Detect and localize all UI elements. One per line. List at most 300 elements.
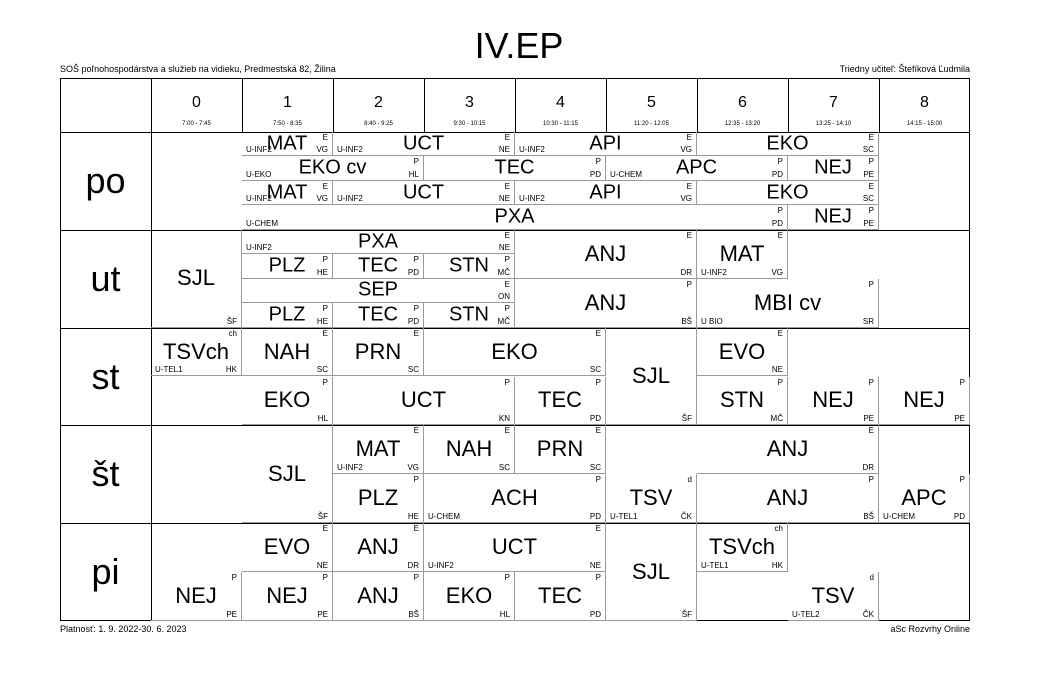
lesson-subject: ANJ — [584, 289, 627, 315]
lesson-room: U-INF2 — [428, 561, 454, 571]
grid-border-right — [969, 78, 970, 621]
lesson-subject: STN — [449, 303, 489, 326]
lesson-card[interactable] — [151, 572, 242, 621]
period-time: 9:30 - 10:15 — [453, 121, 486, 127]
lesson-subject: PRN — [536, 436, 584, 462]
lesson-teacher: PD — [771, 169, 783, 179]
lesson-room: U-TEL1 — [155, 365, 183, 375]
lesson-subject: MBI cv — [753, 289, 822, 315]
lesson-subject: TEC — [358, 254, 398, 277]
lesson-teacher: DR — [862, 463, 874, 473]
lesson-teacher: HE — [316, 316, 328, 326]
lesson-card[interactable] — [879, 377, 970, 426]
lesson-group: P — [595, 377, 601, 387]
lesson-card[interactable] — [242, 230, 515, 254]
lesson-teacher: HE — [407, 512, 419, 522]
lesson-group: E — [777, 230, 783, 240]
lesson-teacher: SR — [862, 316, 874, 326]
lesson-teacher: PE — [863, 218, 874, 228]
lesson-subject: TEC — [538, 387, 582, 413]
lesson-group: E — [868, 133, 874, 142]
lesson-teacher: NE — [498, 243, 510, 253]
lesson-teacher: HK — [225, 365, 237, 375]
lesson-teacher: PE — [863, 169, 874, 179]
period-header-1 — [242, 78, 333, 132]
lesson-group: P — [868, 279, 874, 289]
lesson-room: U-TEL1 — [701, 561, 729, 571]
school-name: SOŠ poľnohospodárstva a služieb na vidieku, Predmestská 82, Žilina — [60, 64, 336, 74]
lesson-card[interactable] — [333, 377, 515, 426]
lesson-card[interactable] — [333, 132, 515, 156]
lesson-teacher: NE — [498, 145, 510, 155]
period-number: 6 — [738, 94, 747, 111]
lesson-card[interactable] — [697, 181, 879, 205]
lesson-card[interactable] — [151, 328, 242, 377]
lesson-room: U-INF2 — [519, 194, 545, 204]
lesson-group: d — [869, 573, 874, 583]
lesson-subject: SJL — [177, 265, 215, 291]
day-label-3: št — [91, 453, 120, 495]
lesson-teacher: VG — [771, 267, 783, 277]
lesson-card[interactable] — [333, 425, 424, 474]
period-separator — [697, 78, 698, 132]
lesson-card[interactable] — [515, 132, 697, 156]
page-title: IV.EP — [474, 25, 564, 66]
lesson-teacher: ŠF — [226, 316, 237, 326]
period-time: 14:15 - 15:00 — [906, 121, 943, 127]
lesson-group: P — [322, 377, 328, 387]
lesson-group: E — [595, 524, 601, 534]
lesson-teacher: PD — [589, 169, 601, 179]
period-header-4 — [515, 78, 606, 132]
lesson-group: P — [868, 157, 874, 167]
lesson-group: P — [322, 304, 328, 314]
validity-period: Platnosť: 1. 9. 2022-30. 6. 2023 — [60, 624, 187, 634]
lesson-subject: SJL — [632, 362, 670, 388]
lesson-card[interactable] — [788, 156, 879, 180]
period-separator — [879, 78, 880, 132]
lesson-room: U-EKO — [246, 169, 272, 179]
lesson-subject: ACH — [491, 485, 538, 511]
lesson-card[interactable] — [424, 425, 515, 474]
lesson-group: P — [595, 157, 601, 167]
lesson-group: P — [686, 279, 692, 289]
lesson-subject: NEJ — [175, 583, 217, 609]
period-separator — [515, 78, 516, 132]
period-header-0 — [151, 78, 242, 132]
day-label-4: pi — [91, 551, 120, 593]
lesson-room: U-CHEM — [610, 169, 642, 179]
lesson-teacher: VG — [680, 145, 692, 155]
lesson-subject: PRN — [354, 338, 402, 364]
lesson-card[interactable] — [515, 377, 606, 426]
lesson-subject: API — [589, 181, 622, 204]
lesson-subject: TSVch — [162, 338, 230, 364]
lesson-teacher: PD — [589, 414, 601, 424]
lesson-subject: PLZ — [268, 254, 306, 277]
lesson-card[interactable] — [333, 181, 515, 205]
lesson-teacher: KN — [498, 414, 510, 424]
lesson-group: P — [413, 255, 419, 265]
lesson-group: P — [413, 475, 419, 485]
lesson-card[interactable] — [242, 156, 424, 180]
lesson-group: P — [504, 573, 510, 583]
lesson-subject: ANJ — [766, 485, 809, 511]
lesson-teacher: PD — [589, 609, 601, 619]
lesson-group: P — [868, 377, 874, 387]
lesson-subject: SEP — [357, 278, 399, 301]
lesson-subject: EVO — [263, 534, 311, 560]
lesson-subject: TSV — [811, 583, 855, 609]
lesson-card[interactable] — [606, 328, 697, 426]
lesson-card[interactable] — [788, 572, 879, 621]
lesson-card[interactable] — [697, 132, 879, 156]
lesson-teacher: HL — [499, 609, 510, 619]
lesson-card[interactable] — [424, 523, 606, 572]
lesson-room: U-CHEM — [246, 218, 278, 228]
lesson-teacher: VG — [680, 194, 692, 204]
lesson-card[interactable] — [242, 572, 333, 621]
lesson-group: E — [322, 181, 328, 191]
lesson-subject: EKO — [766, 132, 809, 155]
day-label-0: po — [85, 159, 126, 201]
lesson-group: E — [777, 328, 783, 338]
lesson-group: E — [322, 524, 328, 534]
lesson-room: U-TEL1 — [610, 512, 638, 522]
footer-brand: aSc Rozvrhy Online — [890, 624, 970, 634]
period-number: 1 — [283, 94, 292, 111]
lesson-teacher: NE — [589, 561, 601, 571]
lesson-subject: TEC — [538, 583, 582, 609]
lesson-card[interactable] — [697, 328, 788, 377]
lesson-teacher: PE — [954, 414, 965, 424]
period-header-3 — [424, 78, 515, 132]
lesson-subject: SJL — [268, 460, 306, 486]
lesson-teacher: ŠF — [317, 512, 328, 522]
lesson-room: U-INF2 — [337, 194, 363, 204]
lesson-subject: EKO — [766, 181, 809, 204]
lesson-subject: TEC — [494, 156, 535, 179]
period-separator — [242, 78, 243, 132]
lesson-room: U-INF2 — [337, 463, 363, 473]
lesson-teacher: HL — [317, 414, 328, 424]
lesson-subject: TSV — [629, 485, 673, 511]
lesson-teacher: PD — [407, 267, 419, 277]
lesson-group: P — [231, 573, 237, 583]
lesson-teacher: MČ — [770, 414, 783, 424]
lesson-group: P — [322, 573, 328, 583]
lesson-card[interactable] — [788, 377, 879, 426]
lesson-subject: API — [589, 132, 622, 155]
lesson-group: P — [959, 475, 965, 485]
lesson-subject: MAT — [266, 181, 308, 204]
period-number: 3 — [465, 94, 474, 111]
lesson-subject: EKO — [491, 338, 538, 364]
lesson-card[interactable] — [606, 523, 697, 621]
lesson-subject: PXA — [357, 230, 399, 253]
lesson-subject: TEC — [358, 303, 398, 326]
lesson-card[interactable] — [242, 523, 333, 572]
lesson-card[interactable] — [333, 328, 424, 377]
lesson-card[interactable] — [697, 474, 879, 523]
lesson-card[interactable] — [424, 254, 515, 278]
period-number: 2 — [374, 94, 383, 111]
lesson-card[interactable] — [424, 328, 606, 377]
lesson-card[interactable] — [333, 303, 424, 327]
lesson-card[interactable] — [242, 425, 333, 523]
period-header-2 — [333, 78, 424, 132]
period-separator — [606, 78, 607, 132]
lesson-card[interactable] — [424, 474, 606, 523]
day-label-2: st — [91, 355, 120, 397]
lesson-subject: PLZ — [268, 303, 306, 326]
period-header-8 — [879, 78, 970, 132]
lesson-card[interactable] — [242, 303, 333, 327]
lesson-room: U BIO — [701, 316, 723, 326]
lesson-group: E — [413, 426, 419, 436]
lesson-room: U-INF2 — [246, 194, 272, 204]
lesson-subject: NEJ — [812, 387, 854, 413]
class-teacher: Triedny učiteľ: Štefíková Ľudmila — [839, 64, 970, 74]
lesson-teacher: MČ — [497, 267, 510, 277]
lesson-card[interactable] — [242, 377, 333, 426]
lesson-subject: EKO — [445, 583, 493, 609]
lesson-card[interactable] — [697, 230, 788, 279]
lesson-subject: APC — [901, 485, 947, 511]
lesson-teacher: PD — [407, 316, 419, 326]
lesson-teacher: SC — [498, 463, 510, 473]
lesson-group: P — [322, 255, 328, 265]
lesson-group: E — [413, 524, 419, 534]
lesson-group: P — [595, 573, 601, 583]
lesson-group: E — [322, 328, 328, 338]
lesson-subject: STN — [449, 254, 489, 277]
lesson-subject: NEJ — [266, 583, 308, 609]
lesson-card[interactable] — [333, 523, 424, 572]
lesson-subject: NAH — [445, 436, 493, 462]
lesson-group: P — [868, 475, 874, 485]
lesson-teacher: PD — [771, 218, 783, 228]
lesson-subject: EKO — [263, 387, 311, 413]
lesson-teacher: HK — [771, 561, 783, 571]
lesson-teacher: ČK — [680, 512, 692, 522]
lesson-room: U-INF2 — [246, 243, 272, 253]
lesson-subject: SJL — [632, 558, 670, 584]
lesson-teacher: BŠ — [408, 609, 419, 619]
lesson-room: U-CHEM — [883, 512, 915, 522]
lesson-teacher: SC — [316, 365, 328, 375]
lesson-group: E — [595, 328, 601, 338]
lesson-teacher: VG — [407, 463, 419, 473]
lesson-group: P — [504, 304, 510, 314]
period-number: 0 — [192, 94, 201, 111]
lesson-subject: UCT — [400, 387, 447, 413]
lesson-subject: PXA — [494, 205, 535, 228]
lesson-card[interactable] — [151, 230, 242, 328]
lesson-group: P — [868, 206, 874, 216]
period-time: 8:40 - 9:25 — [364, 121, 393, 127]
lesson-subject: PLZ — [357, 485, 399, 511]
lesson-group: E — [686, 181, 692, 191]
lesson-card[interactable] — [242, 205, 788, 229]
lesson-teacher: SC — [407, 365, 419, 375]
period-separator — [333, 78, 334, 132]
lesson-teacher: ŠF — [681, 414, 692, 424]
period-header-7 — [788, 78, 879, 132]
lesson-card[interactable] — [697, 377, 788, 426]
lesson-subject: NEJ — [814, 205, 852, 228]
lesson-teacher: PD — [953, 512, 965, 522]
lesson-subject: MAT — [719, 240, 765, 266]
lesson-card[interactable] — [606, 474, 697, 523]
lesson-card[interactable] — [242, 181, 333, 205]
lesson-card[interactable] — [333, 572, 424, 621]
lesson-group: P — [959, 377, 965, 387]
period-time: 7:00 - 7:45 — [182, 121, 211, 127]
lesson-subject: EVO — [718, 338, 766, 364]
lesson-group: E — [322, 133, 328, 142]
period-header-5 — [606, 78, 697, 132]
lesson-teacher: NE — [498, 194, 510, 204]
period-number: 4 — [556, 94, 565, 111]
lesson-group: E — [868, 426, 874, 436]
lesson-teacher: PE — [863, 414, 874, 424]
period-number: 7 — [829, 94, 838, 111]
lesson-teacher: VG — [316, 194, 328, 204]
lesson-teacher: SC — [862, 145, 874, 155]
lesson-card[interactable] — [879, 474, 970, 523]
lesson-group: E — [413, 328, 419, 338]
lesson-card[interactable] — [333, 254, 424, 278]
lesson-group: P — [777, 377, 783, 387]
lesson-card[interactable] — [333, 474, 424, 523]
lesson-room: U-INF2 — [701, 267, 727, 277]
lesson-teacher: BŠ — [681, 316, 692, 326]
lesson-subject: UCT — [491, 534, 538, 560]
lesson-subject: ANJ — [357, 534, 399, 560]
lesson-subject: NAH — [263, 338, 311, 364]
lesson-group: P — [777, 157, 783, 167]
lesson-group: P — [413, 573, 419, 583]
grid-border-left — [60, 78, 61, 621]
lesson-card[interactable] — [424, 303, 515, 327]
timetable-grid — [60, 78, 970, 621]
lesson-teacher: HE — [316, 267, 328, 277]
lesson-group: P — [595, 475, 601, 485]
lesson-teacher: SC — [862, 194, 874, 204]
lesson-teacher: NE — [316, 561, 328, 571]
lesson-card[interactable] — [606, 156, 788, 180]
lesson-teacher: ON — [498, 292, 510, 302]
lesson-teacher: NE — [771, 365, 783, 375]
lesson-group: P — [413, 157, 419, 167]
lesson-group: E — [868, 181, 874, 191]
lesson-teacher: PE — [317, 609, 328, 619]
period-number: 5 — [647, 94, 656, 111]
lesson-card[interactable] — [242, 254, 333, 278]
lesson-group: P — [777, 206, 783, 216]
lesson-teacher: SC — [589, 365, 601, 375]
lesson-group: ch — [228, 328, 237, 338]
period-time: 10:30 - 11:15 — [543, 121, 578, 127]
lesson-card[interactable] — [424, 572, 515, 621]
lesson-card[interactable] — [242, 328, 333, 377]
lesson-subject: MAT — [266, 132, 308, 155]
period-header-6 — [697, 78, 788, 132]
lesson-room: U-INF2 — [246, 145, 272, 155]
lesson-teacher: ČK — [862, 609, 874, 619]
lesson-group: E — [686, 133, 692, 142]
lesson-room: U-TEL2 — [792, 609, 820, 619]
lesson-subject: STN — [720, 387, 764, 413]
lesson-subject: MAT — [355, 436, 401, 462]
lesson-card[interactable] — [242, 132, 333, 156]
lesson-card[interactable] — [515, 425, 606, 474]
period-separator — [788, 78, 789, 132]
lesson-group: E — [504, 133, 510, 142]
day-label-1: ut — [90, 257, 121, 299]
lesson-group: E — [595, 426, 601, 436]
lesson-card[interactable] — [515, 230, 697, 279]
lesson-card[interactable] — [515, 181, 697, 205]
lesson-subject: ANJ — [584, 240, 627, 266]
lesson-group: E — [504, 426, 510, 436]
lesson-teacher: PE — [226, 609, 237, 619]
lesson-group: E — [504, 279, 510, 289]
lesson-teacher: VG — [316, 145, 328, 155]
lesson-teacher: ŠF — [681, 609, 692, 619]
lesson-subject: NEJ — [903, 387, 945, 413]
lesson-card[interactable] — [788, 205, 879, 229]
lesson-subject: ANJ — [766, 436, 809, 462]
lesson-subject: UCT — [402, 132, 445, 155]
period-time: 13:25 - 14:10 — [815, 121, 852, 127]
lesson-teacher: HL — [408, 169, 419, 179]
lesson-card[interactable] — [697, 425, 879, 474]
lesson-group: ch — [774, 524, 783, 534]
lesson-subject: UCT — [402, 181, 445, 204]
lesson-group: P — [504, 255, 510, 265]
lesson-teacher: SC — [589, 463, 601, 473]
period-time: 7:50 - 8:35 — [273, 121, 302, 127]
lesson-group: d — [687, 475, 692, 485]
period-time: 12:35 - 13:20 — [724, 121, 761, 127]
lesson-group: P — [413, 304, 419, 314]
lesson-group: P — [504, 377, 510, 387]
lesson-card[interactable] — [242, 279, 515, 303]
lesson-room: U-INF2 — [519, 145, 545, 155]
lesson-card[interactable] — [424, 156, 606, 180]
lesson-card[interactable] — [515, 572, 606, 621]
lesson-card[interactable] — [697, 279, 879, 328]
lesson-group: E — [504, 181, 510, 191]
lesson-teacher: PD — [589, 512, 601, 522]
lesson-subject: EKO cv — [298, 156, 367, 179]
lesson-room: U-CHEM — [428, 512, 460, 522]
period-time: 11:20 - 12:05 — [634, 121, 669, 127]
lesson-card[interactable] — [515, 279, 697, 328]
lesson-card[interactable] — [697, 523, 788, 572]
lesson-teacher: DR — [680, 267, 692, 277]
lesson-subject: TSVch — [708, 534, 776, 560]
period-separator — [424, 78, 425, 132]
lesson-teacher: BŠ — [863, 512, 874, 522]
lesson-teacher: MČ — [497, 316, 510, 326]
lesson-subject: NEJ — [814, 156, 852, 179]
lesson-subject: ANJ — [357, 583, 399, 609]
period-number: 8 — [920, 94, 929, 111]
lesson-group: E — [504, 230, 510, 240]
